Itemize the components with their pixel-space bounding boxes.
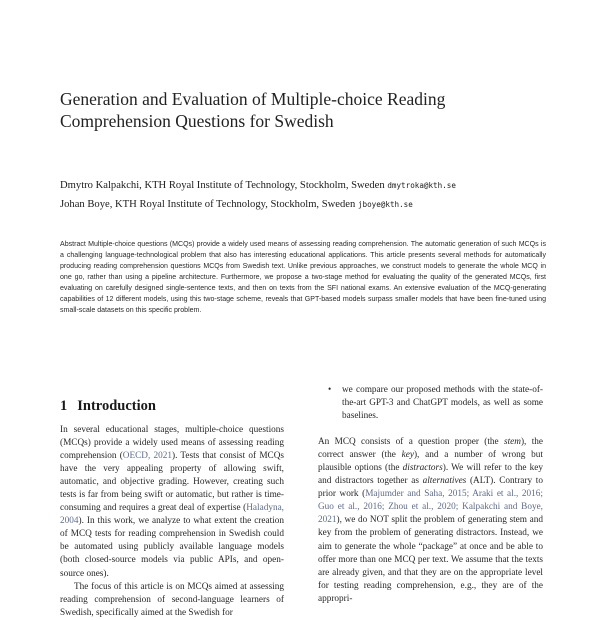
paragraph: The focus of this article is on MCQs aimed at assessing reading comprehension of second-language learners of Swedish, specifically aimed at the Swedish for (60, 581, 284, 618)
term: alternatives (422, 476, 467, 487)
text: (ALT). Contrary to prior work ( (318, 476, 543, 500)
text: ). In this work, we analyze to what extent the creation of MCQ tests for reading comprehension in Swedish could be automated using publicly available language models (both closed-source models via public APIs, and open-source ones). (60, 516, 284, 579)
abstract (60, 240, 546, 317)
author-name: Dmytro Kalpakchi (60, 180, 140, 191)
paragraph (318, 436, 543, 606)
section-number: 1 (60, 398, 68, 414)
text: In several educational stages, multiple-choice questions (MCQs) provide a widely used means of assessing reading comprehension ( (60, 425, 284, 462)
bullet-item: • we compare our proposed methods with the state-of-the-art GPT-3 and ChatGPT models, as well as some baselines. (318, 384, 543, 423)
citation-link[interactable]: Haladyna, 2004 (60, 503, 284, 527)
section-title: Introduction (77, 398, 156, 414)
author-affiliation: KTH Royal Institute of Technology, Stockholm, Sweden (144, 180, 385, 191)
term: key (401, 450, 414, 461)
text: ). Tests that consist of MCQs have the very appealing property of allowing swift, automatic, and objective grading. However, creating such tests is far from being swift or automatic, but rather is time-consuming and requires a great deal of expertise ( (60, 451, 284, 514)
citation-link[interactable]: OECD, 2021 (122, 451, 172, 462)
paper-title: Generation and Evaluation of Multiple-choice Reading Comprehension Questions for Swedish (60, 89, 446, 131)
right-column (318, 384, 543, 606)
term: stem (504, 437, 521, 448)
author-1: Dmytro Kalpakchi, KTH Royal Institute of Technology, Stockholm, Sweden dmytroka@kth.se (60, 180, 456, 191)
text: ), the correct answer (the (318, 437, 543, 461)
author-affiliation: KTH Royal Institute of Technology, Stockholm, Sweden (115, 198, 356, 210)
citation-link[interactable]: Majumder and Saha, 2015; Araki et al., 2016; Guo et al., 2016; Zhou et al., 2020; Kalpakchi and Boye, 2021 (318, 489, 543, 526)
paragraph (60, 424, 284, 581)
author-2: Johan Boye, KTH Royal Institute of Technology, Stockholm, Sweden jboye@kth.se (60, 198, 413, 210)
term: distractors (402, 463, 443, 474)
text: ). We will refer to the key and distractors together as (318, 463, 543, 487)
author-email[interactable]: jboye@kth.se (357, 199, 413, 209)
text: An MCQ consists of a question proper (the (318, 437, 504, 448)
text: ), and a number of wrong but plausible options (the (318, 450, 543, 474)
abstract-label: Abstract (60, 241, 86, 248)
section-heading (60, 398, 156, 415)
abstract-text: Multiple-choice questions (MCQs) provide a widely used means of assessing reading comprehension. The automatic generation of such MCQs is a challenging language-technological problem that also has interesting educational applications. This article presents several methods for automatically producing reading comprehension questions MCQs from Swedish text. Unlike previous approaches, we construct models to generate the whole MCQ in one go, rather than using a pipeline architecture. Furthermore, we propose a two-stage method for evaluating the quality of the generated MCQs, first evaluating on carefully designed single-sentence texts, and then on texts from the SFI national exams. An extensive evaluation of the MCQ-generating capabilities of 12 different models, using this two-stage scheme, reveals that GPT-based models surpass smaller models that have been fine-tuned using small-scale datasets on this specific problem. (60, 241, 546, 314)
author-email[interactable]: dmytroka@kth.se (387, 181, 456, 190)
left-column (60, 424, 284, 620)
text: ), we do NOT split the problem of generating stem and key from the problem of generating distractors. Instead, we aim to generate the whole “package” at once and be able to offer more than one MCQ per text. We assume that the texts are already given, and that they are on the appropriate level for testing reading comprehension, e.g., they are of the appropri- (318, 515, 543, 604)
author-list (60, 177, 560, 214)
author-name: Johan Boye (60, 198, 110, 210)
